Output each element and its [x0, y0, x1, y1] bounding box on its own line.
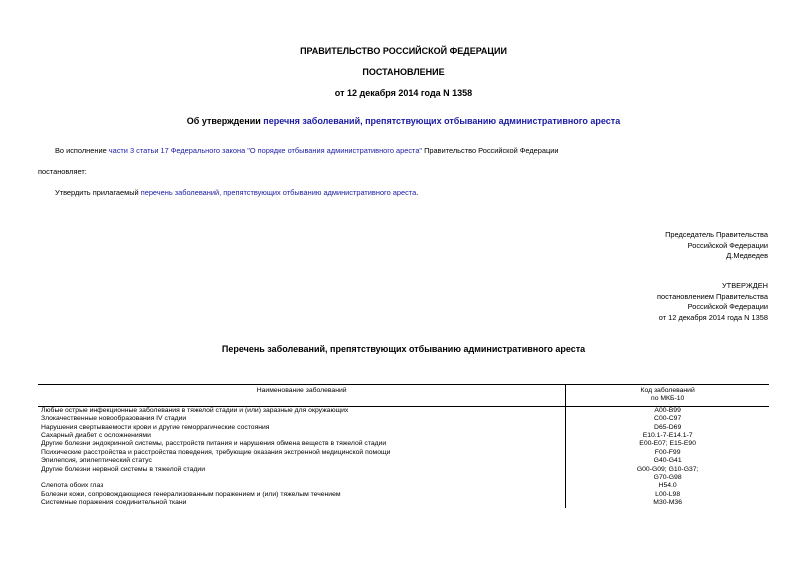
signature-line-1: Председатель Правительства [665, 230, 768, 239]
p3-prefix: Утвердить прилагаемый [55, 188, 141, 197]
p1-link-law[interactable]: Федерального закона "О порядке отбывания административного ареста" [170, 146, 423, 155]
list-title: Перечень заболеваний, препятствующих отбыванию административного ареста [221, 344, 586, 354]
signature-block [665, 230, 768, 262]
column-header-code-line2: по МКБ-10 [651, 395, 685, 403]
disease-code: G40-G41 [566, 457, 769, 465]
p3-link-list[interactable]: перечень заболеваний, препятствующих отбыванию административного ареста [140, 188, 417, 197]
p1-prefix: Во исполнение [55, 146, 109, 155]
column-header-code [566, 385, 769, 407]
column-header-code-line1: Код заболеваний [640, 387, 695, 394]
table-row [38, 440, 769, 448]
disease-code-line2: G70-G98 [653, 474, 682, 482]
title-prefix: Об утверждении [186, 116, 264, 126]
table-row [38, 466, 769, 483]
document-date-number: от 12 декабря 2014 года N 1358 [334, 88, 473, 98]
government-name: ПРАВИТЕЛЬСТВО РОССИЙСКОЙ ФЕДЕРАЦИИ [300, 46, 507, 56]
disease-name: Сахарный диабет с осложнениями [41, 432, 151, 440]
diseases-table [38, 384, 769, 508]
title-link[interactable]: перечня заболеваний, препятствующих отбыванию административного ареста [263, 116, 621, 126]
disease-name: Психические расстройства и расстройства поведения, требующие оказания экстренной медицинской помощи [41, 448, 391, 456]
p1-link-article[interactable]: части 3 статьи 17 [108, 146, 169, 155]
table-row [38, 499, 769, 507]
approved-line-2: постановлением Правительства [657, 291, 768, 301]
p3-suffix: . [416, 188, 419, 197]
table-row [38, 415, 769, 423]
document-title [0, 116, 807, 126]
approved-line-4: от 12 декабря 2014 года N 1358 [658, 312, 768, 322]
disease-name: Слепота обоих глаз [41, 482, 104, 490]
disease-name: Другие болезни эндокринной системы, расстройств питания и нарушения обмена веществ в тяжелой стадии [41, 440, 387, 448]
table-row [38, 424, 769, 432]
approved-line-3: Российской Федерации [687, 302, 768, 311]
disease-name: Эпилепсия, эпилептический статус [41, 457, 152, 465]
approved-block [657, 281, 768, 323]
paragraph-execution [55, 146, 559, 155]
disease-code: F00-F99 [566, 449, 769, 457]
disease-name: Нарушения свертываемости крови и другие геморрагические состояния [41, 423, 270, 431]
disease-name: Любые острые инфекционные заболевания в тяжелой стадии и (или) заразные для окружающих [41, 406, 349, 414]
signature-line-2: Российской Федерации [687, 240, 768, 250]
signature-line-3: Д.Медведев [726, 251, 768, 260]
disease-code: H54.0 [566, 482, 769, 490]
disease-code-line1: G00-G09; G10-G37; [636, 465, 699, 473]
disease-name: Другие болезни нервной системы в тяжелой стадии [41, 465, 206, 473]
paragraph-approve [55, 188, 418, 197]
table-header-row [38, 385, 769, 407]
disease-code: D65-D69 [566, 424, 769, 432]
column-header-name: Наименование заболеваний [38, 385, 566, 407]
approved-line-1: УТВЕРЖДЕН [721, 281, 768, 290]
disease-name: Болезни кожи, сопровождающиеся генерализованным поражением и (или) тяжелым течением [41, 490, 341, 498]
disease-code: A00-B99 [566, 406, 769, 415]
disease-code: L00-L98 [566, 491, 769, 499]
disease-code: E00-E07; E15-E90 [566, 440, 769, 448]
table-row [38, 482, 769, 490]
disease-name: Злокачественные новообразования IV стадии [41, 415, 187, 423]
disease-code: C00-C97 [566, 415, 769, 423]
disease-name: Системные поражения соединительной ткани [41, 499, 187, 507]
p1-suffix: Правительство Российской Федерации [422, 146, 559, 155]
table-row [38, 449, 769, 457]
disease-code: M30-M36 [566, 499, 769, 507]
disease-code [566, 466, 769, 483]
document-type: ПОСТАНОВЛЕНИЕ [362, 67, 445, 77]
table-row [38, 406, 769, 415]
disease-code: E10.1-7-E14.1-7 [566, 432, 769, 440]
paragraph-resolves: постановляет: [38, 167, 87, 176]
table-row [38, 457, 769, 465]
